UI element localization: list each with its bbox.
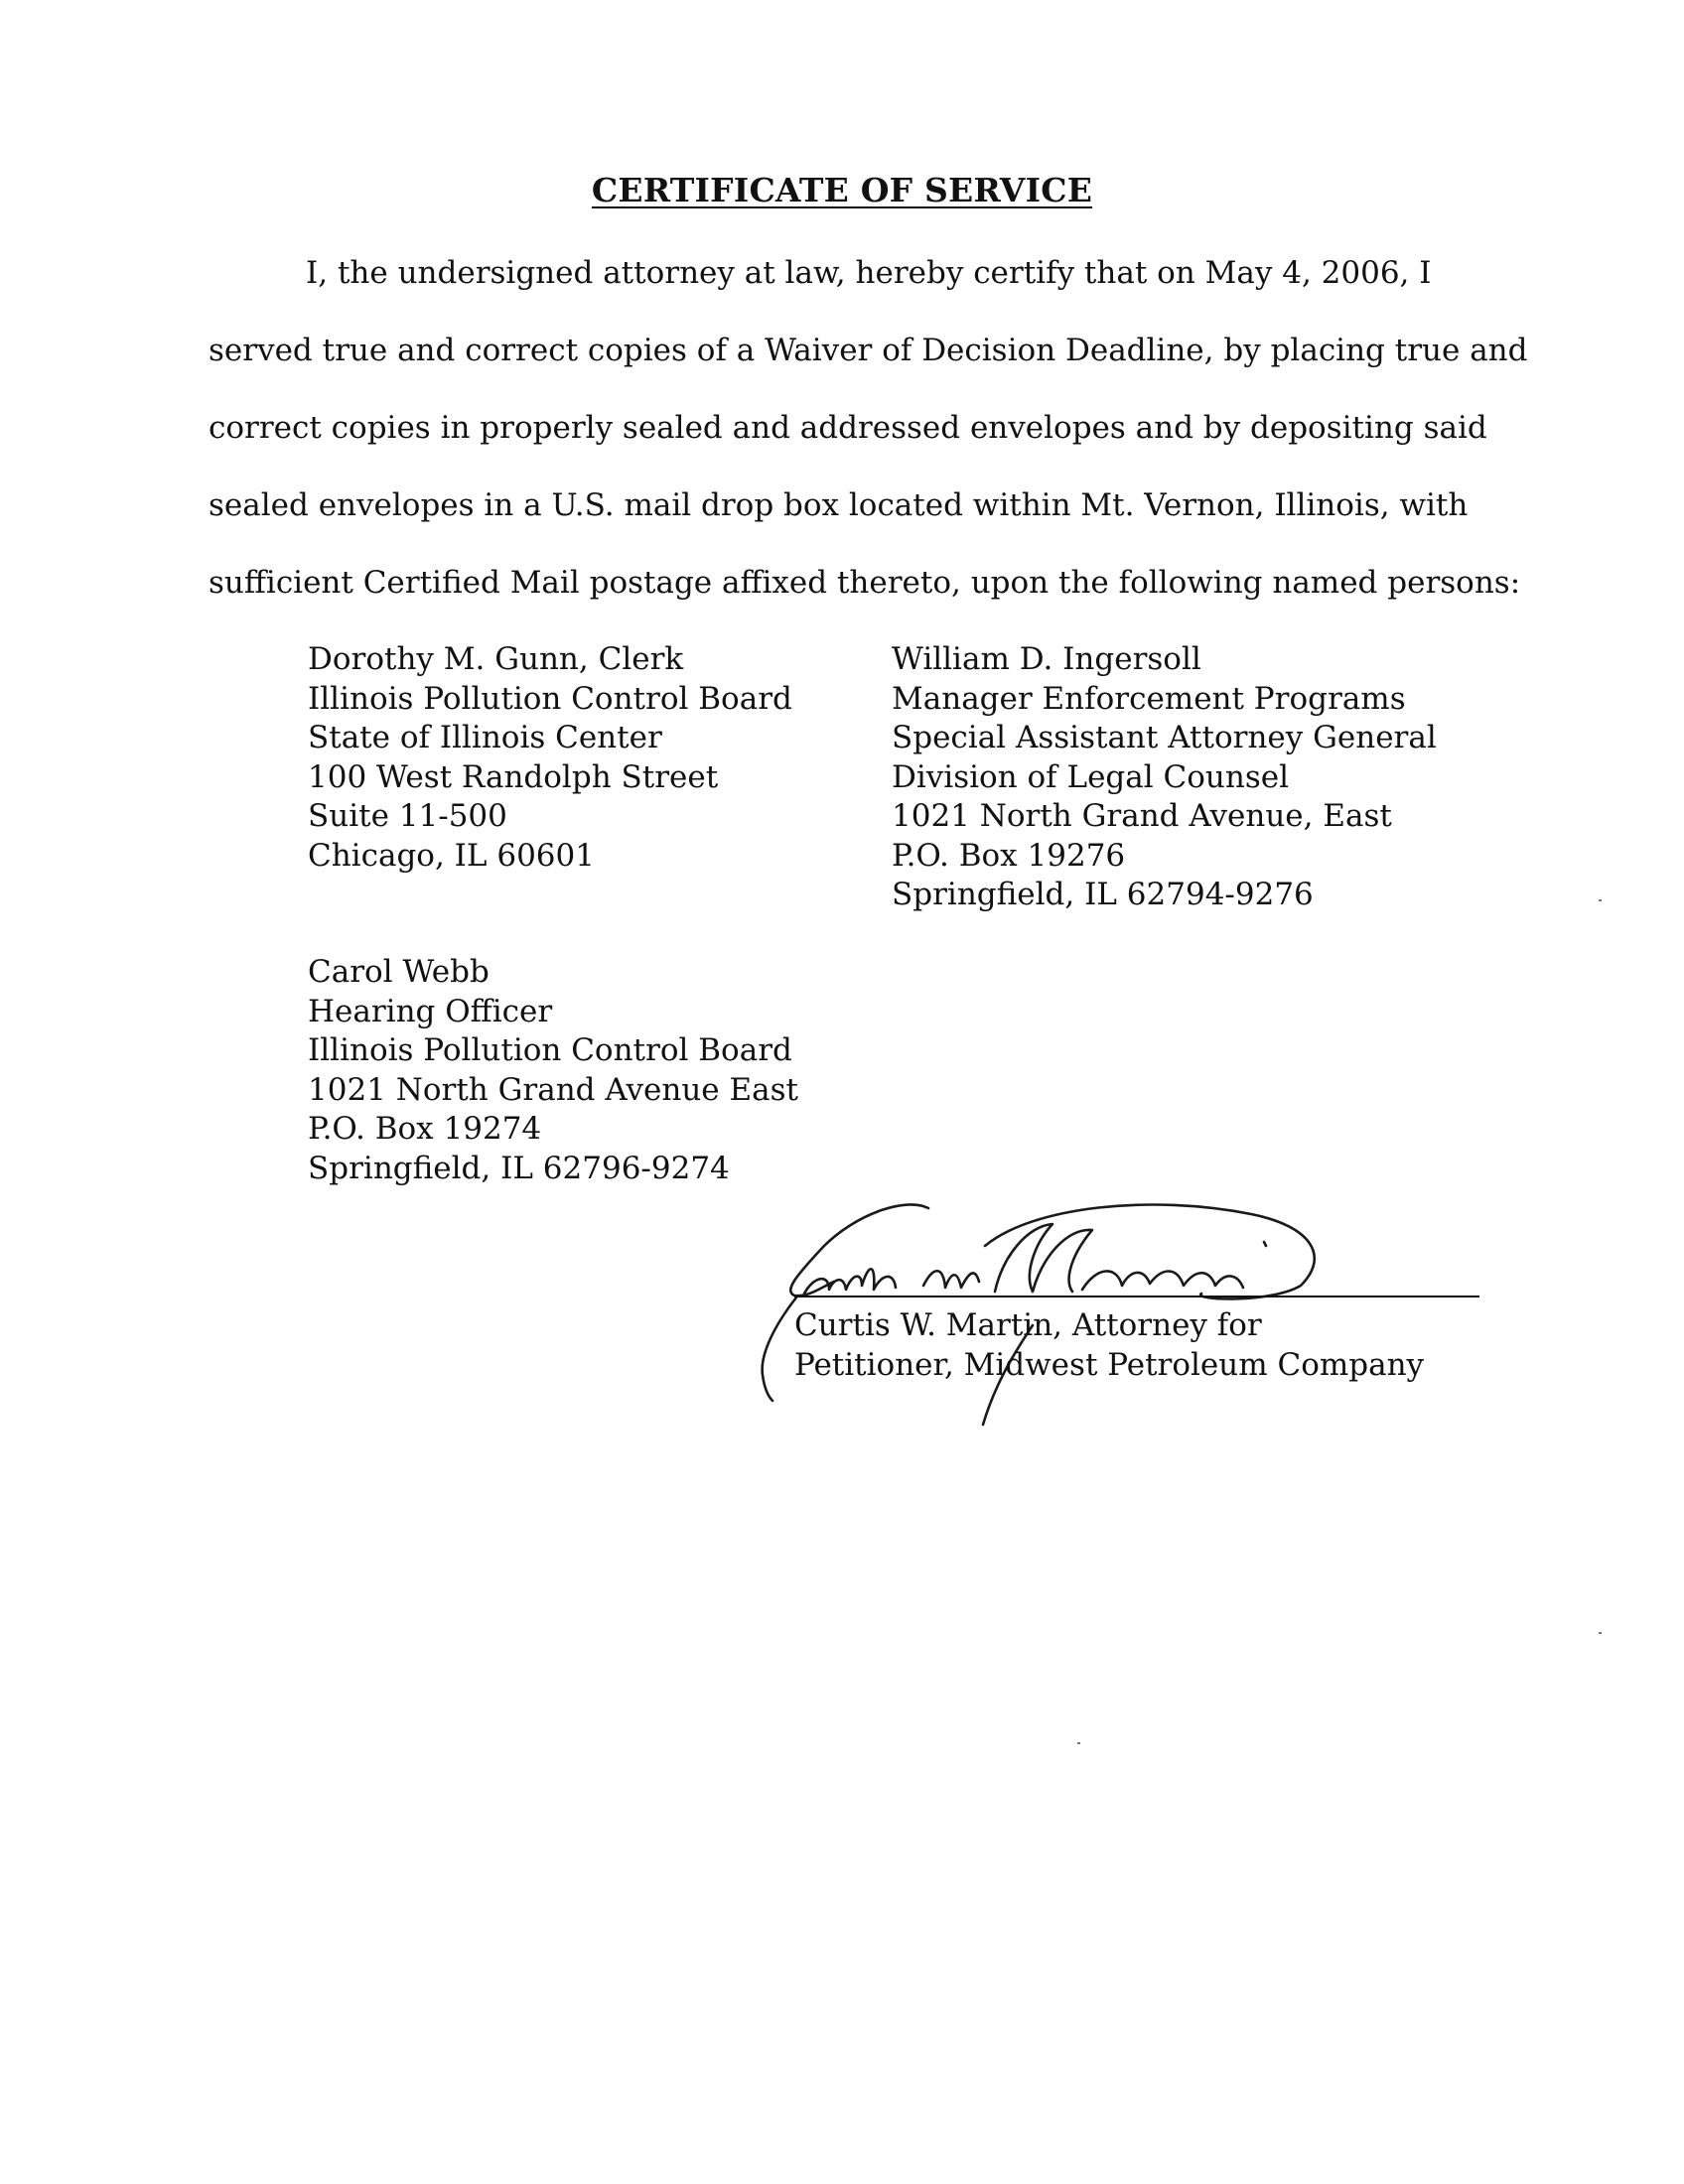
- address-line: Division of Legal Counsel: [892, 758, 1290, 795]
- address-line: Special Assistant Attorney General: [892, 720, 1437, 755]
- paragraph-line: served true and correct copies of a Waiver of Decision Deadline, by placing true and: [209, 333, 1528, 368]
- address-line: P.O. Box 19274: [308, 1111, 542, 1147]
- address-line: Illinois Pollution Control Board: [308, 1032, 792, 1068]
- paragraph-line: correct copies in properly sealed and addressed envelopes and by depositing said: [209, 410, 1487, 446]
- address-line: 1021 North Grand Avenue, East: [892, 798, 1392, 834]
- address-line: Dorothy M. Gunn, Clerk: [308, 641, 684, 677]
- signature-block: [735, 1186, 1489, 1444]
- paragraph-line: sealed envelopes in a U.S. mail drop box located within Mt. Vernon, Illinois, with: [209, 487, 1469, 523]
- address-line: Suite 11-500: [308, 798, 507, 834]
- address-line: Hearing Officer: [308, 993, 553, 1029]
- scan-speck: [1077, 1742, 1080, 1744]
- signer-affiliation: Petitioner, Midwest Petroleum Company: [794, 1347, 1425, 1383]
- paragraph-line: sufficient Certified Mail postage affixed thereto, upon the following named persons:: [209, 565, 1521, 601]
- certification-paragraph: [209, 234, 1528, 621]
- signature-caption: [794, 1305, 1424, 1385]
- scan-speck: [1599, 1632, 1602, 1634]
- address-line: 100 West Randolph Street: [308, 758, 719, 795]
- address-line: Illinois Pollution Control Board: [308, 680, 792, 717]
- addressee-enforcement: [892, 640, 1437, 915]
- address-line: Manager Enforcement Programs: [892, 680, 1406, 717]
- address-line: Chicago, IL 60601: [308, 837, 595, 874]
- signer-name-title: Curtis W. Martin, Attorney for: [794, 1307, 1262, 1343]
- address-line: Carol Webb: [308, 954, 490, 990]
- document-title: CERTIFICATE OF SERVICE: [591, 171, 1093, 209]
- address-line: Springfield, IL 62794-9276: [892, 877, 1314, 912]
- addressee-hearing-officer: [308, 953, 798, 1188]
- signature-line: [794, 1296, 1479, 1297]
- address-line: Springfield, IL 62796-9274: [308, 1150, 730, 1186]
- paragraph-line: I, the undersigned attorney at law, hereby certify that on May 4, 2006, I: [306, 255, 1432, 291]
- addressee-clerk: [308, 640, 792, 876]
- address-line: 1021 North Grand Avenue East: [308, 1071, 798, 1108]
- address-line: State of Illinois Center: [308, 720, 662, 755]
- scan-speck: [1599, 899, 1602, 901]
- address-line: P.O. Box 19276: [892, 837, 1126, 874]
- address-line: William D. Ingersoll: [892, 641, 1201, 677]
